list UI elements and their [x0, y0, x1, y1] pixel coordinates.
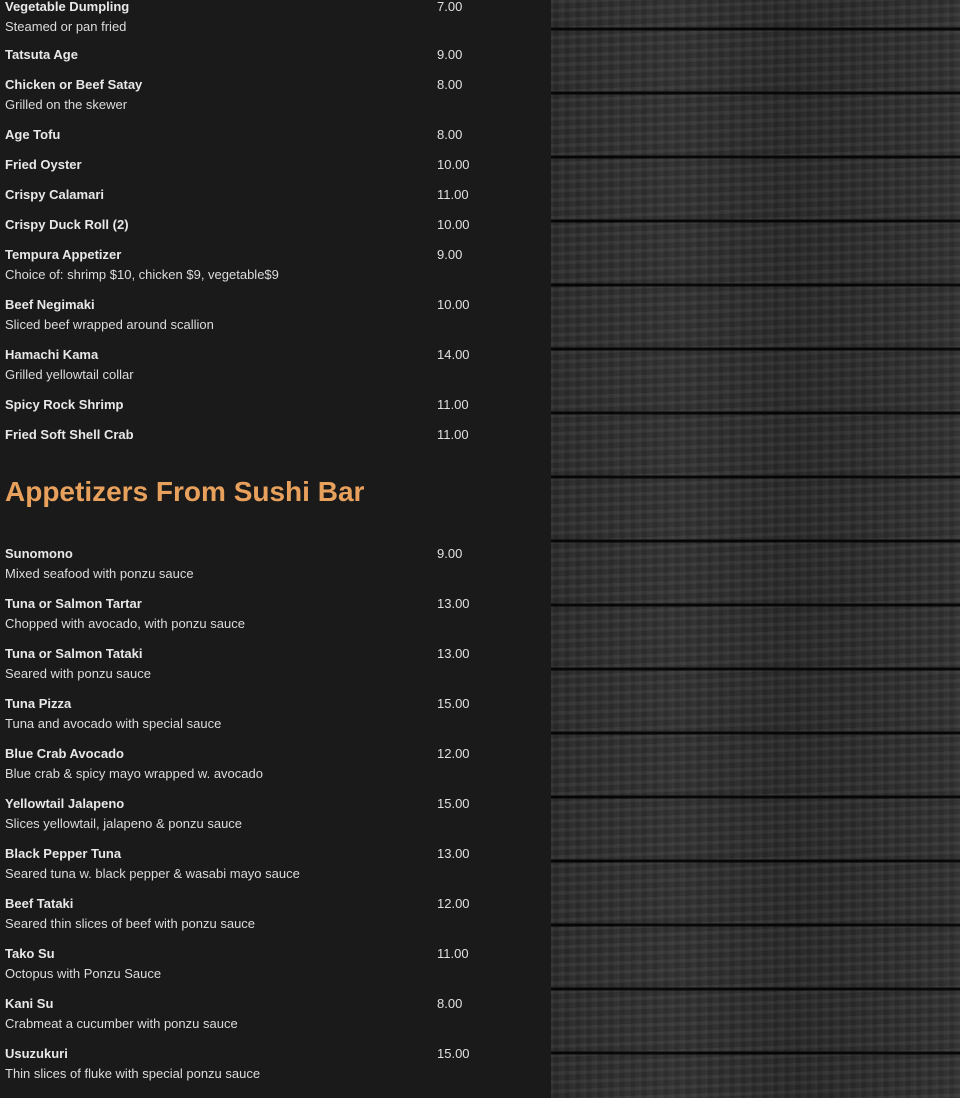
item-name: Blue Crab Avocado	[5, 746, 124, 761]
item-name: Tuna Pizza	[5, 696, 72, 711]
item-price: 10.00	[437, 217, 470, 232]
item-price: 9.00	[437, 247, 463, 262]
menu-item	[5, 846, 525, 881]
item-price: 13.00	[437, 646, 470, 661]
item-name: Black Pepper Tuna	[5, 846, 122, 861]
item-price: 11.00	[437, 427, 469, 442]
item-description: Grilled yellowtail collar	[5, 367, 134, 382]
item-price: 13.00	[437, 846, 470, 861]
item-price: 12.00	[437, 896, 470, 911]
item-price: 13.00	[437, 596, 470, 611]
item-price: 15.00	[437, 1046, 470, 1061]
item-price: 10.00	[437, 157, 470, 172]
menu-item	[5, 896, 525, 931]
item-name: Yellowtail Jalapeno	[5, 796, 125, 811]
item-description: Thin slices of fluke with special ponzu sauce	[5, 1066, 261, 1081]
item-description: Slices yellowtail, jalapeno & ponzu sauce	[5, 816, 243, 831]
item-name: Sunomono	[5, 546, 73, 561]
menu-item	[5, 646, 525, 681]
item-price: 11.00	[437, 187, 469, 202]
item-price: 12.00	[437, 746, 470, 761]
menu-item	[5, 347, 525, 382]
item-name: Chicken or Beef Satay	[5, 77, 143, 92]
item-name: Tuna or Salmon Tartar	[5, 596, 142, 611]
menu-item	[5, 546, 525, 581]
menu-item	[5, 796, 525, 831]
item-name: Tuna or Salmon Tataki	[5, 646, 143, 661]
item-name: Fried Oyster	[5, 157, 82, 172]
item-price: 11.00	[437, 946, 469, 961]
item-description: Seared thin slices of beef with ponzu sauce	[5, 916, 256, 931]
item-price: 11.00	[437, 397, 469, 412]
menu-item	[5, 247, 525, 282]
item-price: 9.00	[437, 47, 463, 62]
item-price: 8.00	[437, 77, 463, 92]
menu-item	[5, 187, 525, 217]
item-name: Kani Su	[5, 996, 54, 1011]
item-description: Crabmeat a cucumber with ponzu sauce	[5, 1016, 238, 1031]
item-description: Choice of: shrimp $10, chicken $9, vegetable$9	[5, 267, 279, 282]
item-description: Steamed or pan fried	[5, 19, 127, 34]
wood-texture-background	[551, 0, 960, 1098]
item-description: Chopped with avocado, with ponzu sauce	[5, 616, 245, 631]
item-description: Sliced beef wrapped around scallion	[5, 317, 214, 332]
item-price: 14.00	[437, 347, 470, 362]
item-price: 15.00	[437, 696, 470, 711]
item-name: Crispy Duck Roll (2)	[5, 217, 129, 232]
menu-item	[5, 946, 525, 981]
menu-item	[5, 596, 525, 631]
item-price: 9.00	[437, 546, 463, 561]
item-description: Seared with ponzu sauce	[5, 666, 151, 681]
menu-item	[5, 157, 525, 187]
item-name: Usuzukuri	[5, 1046, 68, 1061]
menu-item	[5, 297, 525, 332]
menu-item	[5, 397, 525, 427]
item-description: Seared tuna w. black pepper & wasabi mayo sauce	[5, 866, 300, 881]
item-description: Blue crab & spicy mayo wrapped w. avocado	[5, 766, 263, 781]
item-name: Fried Soft Shell Crab	[5, 427, 134, 442]
menu-item	[5, 47, 525, 77]
item-name: Spicy Rock Shrimp	[5, 397, 124, 412]
item-name: Hamachi Kama	[5, 347, 99, 362]
item-name: Beef Negimaki	[5, 297, 95, 312]
item-name: Tako Su	[5, 946, 55, 961]
item-description: Grilled on the skewer	[5, 97, 128, 112]
menu-item	[5, 996, 525, 1031]
menu-item	[5, 217, 525, 247]
menu-item	[5, 746, 525, 781]
item-name: Age Tofu	[5, 127, 61, 142]
item-name: Vegetable Dumpling	[5, 0, 130, 14]
item-name: Tempura Appetizer	[5, 247, 122, 262]
item-price: 10.00	[437, 297, 470, 312]
section-title: Appetizers From Sushi Bar	[5, 476, 365, 507]
menu-item	[5, 77, 525, 112]
item-name: Beef Tataki	[5, 896, 74, 911]
menu-item	[5, 0, 525, 34]
menu-item	[5, 127, 525, 157]
item-name: Crispy Calamari	[5, 187, 104, 202]
item-description: Tuna and avocado with special sauce	[5, 716, 222, 731]
item-description: Octopus with Ponzu Sauce	[5, 966, 162, 981]
item-name: Tatsuta Age	[5, 47, 78, 62]
item-price: 8.00	[437, 996, 463, 1011]
menu-item	[5, 1046, 525, 1081]
menu-item	[5, 696, 525, 731]
item-description: Mixed seafood with ponzu sauce	[5, 566, 194, 581]
menu-item	[5, 427, 525, 457]
item-price: 15.00	[437, 796, 470, 811]
item-price: 8.00	[437, 127, 463, 142]
item-price: 7.00	[437, 0, 463, 14]
